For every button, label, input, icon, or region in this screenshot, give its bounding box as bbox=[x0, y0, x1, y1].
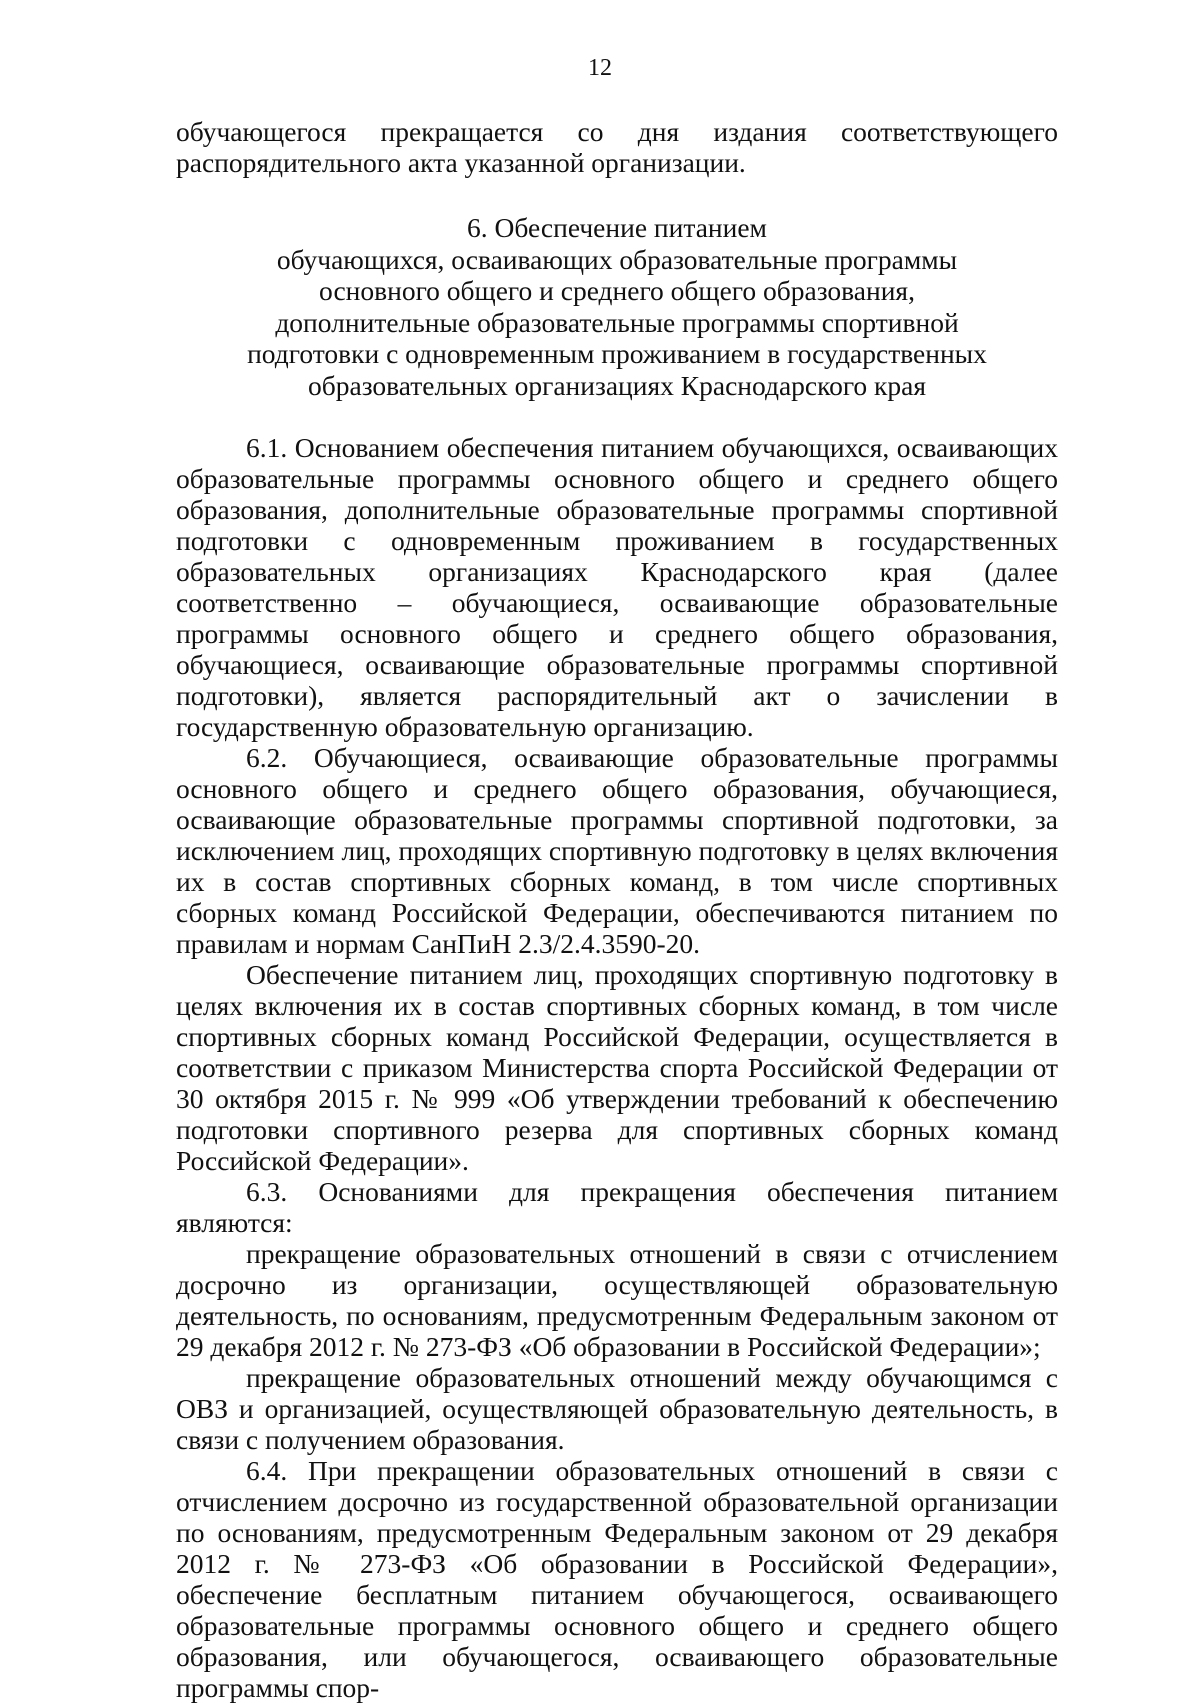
section-heading-line: основного общего и среднего общего образования, bbox=[319, 275, 915, 306]
paragraph-6-2: 6.2. Обучающиеся, осваивающие образовательные программы основного общего и среднего общего образования, обучающиеся, осваивающие образовательные программы спортивной подготовки, за исключением лиц, проходящих спортивную подготовку в целях включения их в состав спортивных сборных команд, в том числе спортивных сборных команд Российской Федерации, обеспечиваются питанием по правилам и нормам СанПиН 2.3/2.4.3590-20. bbox=[176, 742, 1058, 959]
section-heading-line: дополнительные образовательные программы спортивной bbox=[275, 306, 959, 338]
section-heading-line: образовательных организациях Краснодарского края bbox=[308, 369, 926, 401]
paragraph-6-4: 6.4. При прекращении образовательных отношений в связи с отчислением досрочно из государственной образовательной организации по основаниям, предусмотренным Федеральным законом от 29 декабря 2012 г. № 273-ФЗ «Об образовании в Российской Федерации», обеспечение бесплатным питанием обучающегося, осваивающего образовательные программы основного общего и среднего общего образования, или обучающегося, осваивающего образовательные программы спор- bbox=[176, 1455, 1058, 1703]
section-heading-line: подготовки с одновременным проживанием в государственных bbox=[247, 338, 987, 369]
page-number: 12 bbox=[588, 55, 612, 81]
body-section bbox=[176, 432, 1058, 1703]
paragraph-6-1: 6.1. Основанием обеспечения питанием обучающихся, осваивающих образовательные программы основного общего и среднего общего образования, дополнительные образовательные программы спортивной подготовки с одновременным проживанием в государственных образовательных организациях Краснодарского края (далее соответственно – обучающиеся, осваивающие образовательные программы основного общего и среднего общего образования, обучающиеся, осваивающие образовательные программы спортивной подготовки), является распорядительный акт о зачислении в государственную образовательную организацию. bbox=[176, 432, 1058, 742]
section-heading-title: 6. Обеспечение питанием bbox=[467, 212, 767, 243]
paragraph-6-3: 6.3. Основаниями для прекращения обеспечения питанием являются: bbox=[176, 1176, 1058, 1238]
intro-section bbox=[176, 116, 1058, 178]
list-item-termination-ovz: прекращение образовательных отношений между обучающимся с ОВЗ и организацией, осуществляющей образовательную деятельность, в связи с получением образования. bbox=[176, 1362, 1058, 1455]
intro-paragraph: обучающегося прекращается со дня издания соответствующего распорядительного акта указанной организации. bbox=[176, 116, 1058, 178]
list-item-termination-expulsion: прекращение образовательных отношений в связи с отчислением досрочно из организации, осуществляющей образовательную деятельность, по основаниям, предусмотренным Федеральным законом от 29 декабря 2012 г. № 273-ФЗ «Об образовании в Российской Федерации»; bbox=[176, 1238, 1058, 1362]
paragraph-nutrition-athletes: Обеспечение питанием лиц, проходящих спортивную подготовку в целях включения их в состав спортивных сборных команд, в том числе спортивных сборных команд Российской Федерации, осуществляется в соответствии с приказом Министерства спорта Российской Федерации от 30 октября 2015 г. № 999 «Об утверждении требований к обеспечению подготовки спортивного резерва для спортивных сборных команд Российской Федерации». bbox=[176, 959, 1058, 1176]
section-heading-line: обучающихся, осваивающих образовательные программы bbox=[276, 243, 958, 275]
section-heading bbox=[176, 212, 1058, 401]
